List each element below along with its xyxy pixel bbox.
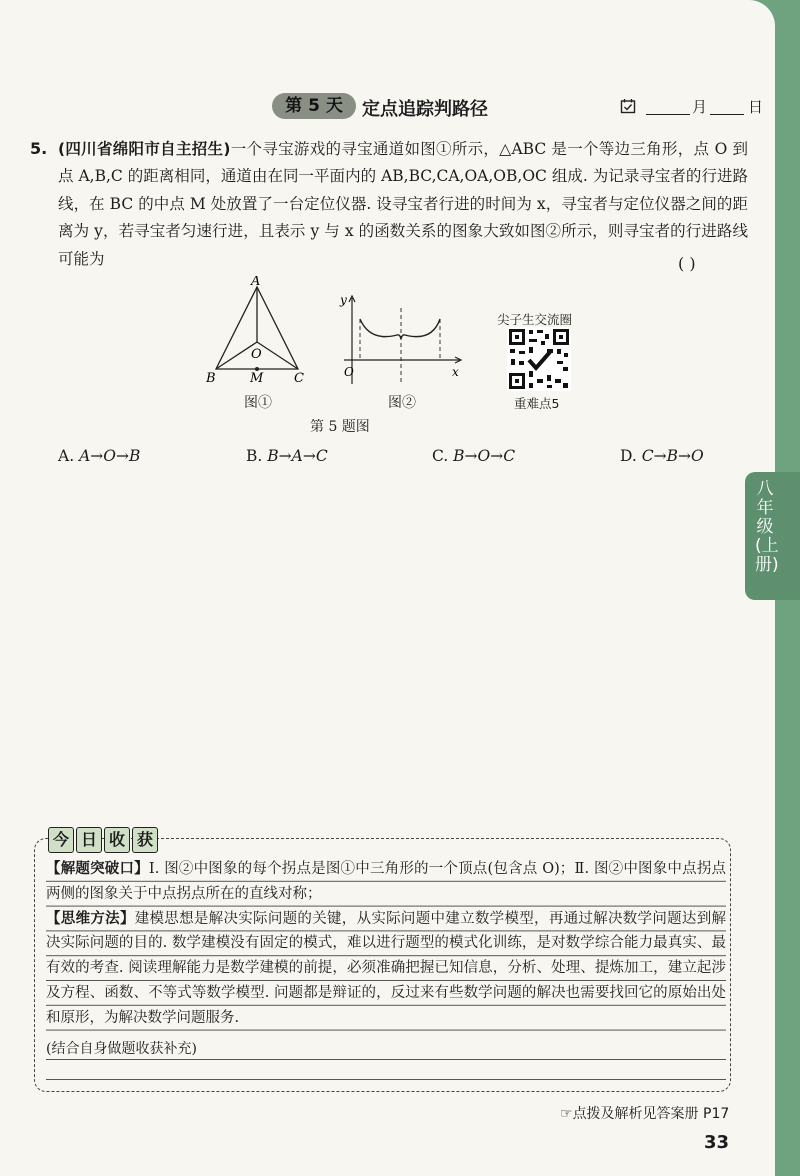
option-b-path: B→A→C <box>267 447 328 465</box>
month-label: 月 <box>692 98 708 116</box>
daily-summary-badge <box>48 827 158 853</box>
breakthrough-text: Ⅰ. 图②中图象的每个拐点是图①中三角形的一个顶点(包含点 O)；Ⅱ. 图②中图象中点拐点两侧的图象关于中点拐点所在的直线对称； <box>46 861 727 902</box>
option-c-path: B→O→C <box>453 447 516 465</box>
option-d-letter: D. <box>620 447 637 465</box>
calendar-icon <box>620 98 636 114</box>
figure-group-caption: 第 5 题图 <box>310 419 370 435</box>
option-a-path: A→O→B <box>79 447 141 465</box>
day-label: 日 <box>748 98 764 116</box>
fig1-label-c: C <box>294 371 304 386</box>
fig2-label-origin: O <box>344 365 354 379</box>
supplement-hint: (结合自身做题收获补充) <box>46 1041 197 1057</box>
date-field <box>620 96 764 120</box>
question-number: 5. <box>30 139 48 158</box>
option-c[interactable] <box>432 447 515 465</box>
method-tag: 【思维方法】 <box>46 910 135 927</box>
fig2-label-y: y <box>340 293 347 307</box>
question-body: 一个寻宝游戏的寻宝通道如图①所示，△ABC 是一个等边三角形，点 O 到点 A,B,C 的距离相同，通道由在同一平面内的 AB,BC,CA,OA,OB,OC 组成. 为记录寻宝者的行进路线，在 BC 的中点 M 处放置了一台定位仪器. 设寻宝者行进的时间为 x，寻宝者与定位仪器之间的距离为 y，若寻宝者匀速行进，且表示 y 与 x 的函数关系的图象大致如图②所示，则寻宝者的行进路线可能为 <box>58 140 748 268</box>
pointing-hand-icon: ☞ <box>560 1106 573 1122</box>
option-c-letter: C. <box>432 447 449 465</box>
writing-line-2[interactable] <box>46 1079 726 1080</box>
page-number: 33 <box>704 1132 730 1153</box>
grade-side-tab-label: 八年级(上册) <box>755 479 779 575</box>
badge-char-4: 获 <box>132 827 158 853</box>
day-badge: 第 5 天 <box>285 96 343 116</box>
fig1-label-b: B <box>206 371 216 386</box>
daily-summary-text <box>46 857 726 1031</box>
qr-code-icon[interactable] <box>507 327 571 391</box>
page-title: 定点追踪判路径 <box>362 99 488 120</box>
answer-reference <box>560 1103 729 1123</box>
qr-subtitle: 重难点5 <box>514 396 560 411</box>
fig1-label-o: O <box>251 347 262 362</box>
fig2-caption: 图② <box>388 395 416 411</box>
fig1-label-a: A <box>251 276 261 289</box>
fig2-label-x: x <box>452 365 459 379</box>
badge-char-2: 日 <box>76 827 102 853</box>
question-text <box>58 136 748 273</box>
breakthrough-tag: 【解题突破口】 <box>46 861 149 877</box>
badge-char-1: 今 <box>48 827 74 853</box>
answer-blank[interactable]: ( ) <box>678 254 696 273</box>
option-d[interactable] <box>620 447 704 465</box>
option-b-letter: B. <box>246 447 263 465</box>
figure-1-triangle <box>206 276 318 386</box>
question-source: (四川省绵阳市自主招生) <box>58 140 231 158</box>
option-d-path: C→B→O <box>641 447 704 465</box>
fig1-label-m: M <box>250 371 264 386</box>
badge-char-3: 收 <box>104 827 130 853</box>
day-blank[interactable] <box>710 114 744 115</box>
option-a-letter: A. <box>58 447 75 465</box>
option-b[interactable] <box>246 447 328 465</box>
answer-reference-text: 点拨及解析见答案册 P17 <box>572 1106 730 1122</box>
option-a[interactable] <box>58 447 140 465</box>
figure-2-graph <box>336 292 466 386</box>
month-blank[interactable] <box>646 114 690 115</box>
method-text: 建模思想是解决实际问题的关键，从实际问题中建立数学模型，再通过解决数学问题达到解决实际问题的目的. 数学建模没有固定的模式，难以进行题型的模式化训练，是对数学综合能力最真实、最有效的考查. 阅读理解能力是数学建模的前提，必须准确把握已知信息，分析、处理、提炼加工，建立起涉及方程、函数、不等式等数学模型. 问题都是辩证的，反过来有些数学问题的解决也需要找回它的原始出处和原形，为解决数学问题服务. <box>46 910 726 1026</box>
qr-title: 尖子生交流圈 <box>497 312 573 327</box>
writing-line-1[interactable] <box>46 1059 726 1060</box>
fig1-caption: 图① <box>244 395 272 411</box>
